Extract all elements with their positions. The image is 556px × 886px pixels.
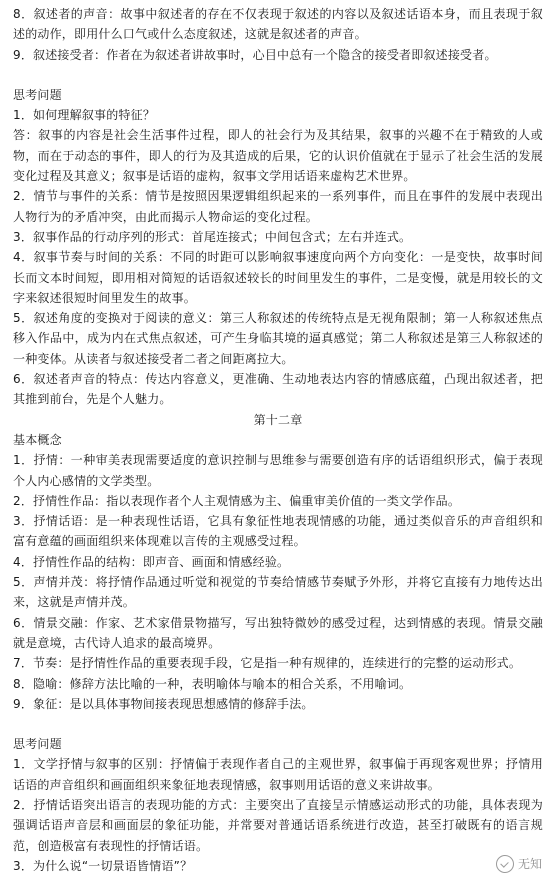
list-item: 2．抒情性作品：指以表现作者个人主观情感为主、偏重审美价值的一类文学作品。	[13, 493, 461, 508]
list-item: 1．如何理解叙事的特征？	[13, 108, 156, 123]
section2-heading: 思考问题	[13, 737, 62, 752]
section1-items	[13, 105, 543, 409]
list-item: 8．隐喻：修辞方法比喻的一种，表明喻体与喻本的相合关系，不用喻词。	[13, 676, 412, 691]
list-item: 3．抒情话语：是一种表现性话语，它具有象征性地表现情感的功能，通过类似音乐的声音组织和富有意蕴的画面组织来体现难以言传的主观感受过程。	[13, 514, 543, 549]
list-item: 2．抒情话语突出语言的表现功能的方式：主要突出了直接呈示情感运动形式的功能，具体表现为强调话语声音层和画面层的象征功能，并常要对普通话语系统进行改造，甚至打破既有的语言规范，创造极富有表现性的抒情话语。	[13, 797, 543, 853]
list-item: 4．叙事节奏与时间的关系：不同的时距可以影响叙事速度向两个方向变化：一是变快，故事时间长而文本时间短，即用相对简短的话语叙述较长的时间里发生的事件，二是变慢，就是用较长的文字来叙述很短时间里发生的故事。	[13, 250, 543, 305]
list-item: 4．抒情性作品的结构：即声音、画面和情感经验。	[13, 554, 290, 569]
list-item: 9．象征：是以具体事物间接表现思想感情的修辞手法。	[13, 696, 314, 711]
list-item: 答：叙事的内容是社会生活事件过程，即人的社会行为及其结果，叙事的兴趣不在于精致的人或物，而在于动态的事件，即人的行为及其造成的后果，它的认识价值就在于显示了社会生活的发展变化过程及其意义；叙事是话语的虚构，叙事文学用话语来虚构艺术世界。	[13, 128, 543, 184]
wechat-check-icon	[496, 855, 514, 873]
list-item: 9．叙述接受者：作者在为叙述者讲故事时，心目中总有一个隐含的接受者即叙述接受者。	[13, 47, 497, 62]
chapter-items	[13, 450, 543, 714]
section2-items	[13, 754, 543, 876]
list-item: 5．叙述角度的变换对于阅读的意义：第三人称叙述的传统特点是无视角限制；第一人称叙述焦点移入作品中，成为内在式焦点叙述，可产生身临其境的逼真感觉；第二人称叙述是第三人称叙述的一种变体。从读者与叙述接受者二者之间距离拉大。	[13, 311, 543, 366]
list-item: 1．文学抒情与叙事的区别：抒情偏于表现作者自己的主观世界，叙事偏于再现客观世界；抒情用话语的声音组织和画面组织来象征地表现情感，叙事则用话语的意义来讲故事。	[13, 757, 543, 792]
list-item: 1．抒情：一种审美表现需要适度的意识控制与思维参与需要创造有序的话语组织形式，偏于表现个人内心感情的文学类型。	[13, 453, 543, 488]
list-item: 3．为什么说“一切景语皆情语”？	[13, 858, 193, 873]
list-item: 8．叙述者的声音：故事中叙述者的存在不仅表现于叙述的内容以及叙述话语本身，而且表现于叙述的动作，即用什么口气或什么态度叙述，这就是叙述者的声音。	[13, 7, 543, 42]
chapter-heading: 基本概念	[13, 432, 62, 447]
top-items	[13, 4, 543, 65]
document-page	[13, 4, 543, 876]
list-item: 6．情景交融：作家、艺术家借景物描写，写出独特微妙的感受过程，达到情感的表现。情景交融就是意境，古代诗人追求的最高境界。	[13, 615, 543, 650]
watermark	[496, 854, 542, 874]
list-item: 5．声情并茂：将抒情作品通过听觉和视觉的节奏给情感节奏赋予外形，并将它直接有力地传达出来，这就是声情并茂。	[13, 575, 543, 610]
watermark-text: 无知	[517, 856, 542, 871]
list-item: 7．节奏：是抒情性作品的重要表现手段，它是指一种有规律的，连续进行的完整的运动形式。	[13, 656, 522, 671]
list-item: 6．叙述者声音的特点：传达内容意义，更准确、生动地表达内容的情感底蕴，凸现出叙述者，把其推到前台，先是个人魅力。	[13, 372, 543, 407]
list-item: 3．叙事作品的行动序列的形式：首尾连接式；中间包含式；左右并连式。	[13, 229, 412, 244]
chapter-title: 第十二章	[253, 412, 303, 427]
section1-heading: 思考问题	[13, 87, 62, 102]
list-item: 2．情节与事件的关系：情节是按照因果逻辑组织起来的一系列事件，而且在事件的发展中表现出人物行为的矛盾冲突，由此而揭示人物命运的变化过程。	[13, 189, 543, 224]
